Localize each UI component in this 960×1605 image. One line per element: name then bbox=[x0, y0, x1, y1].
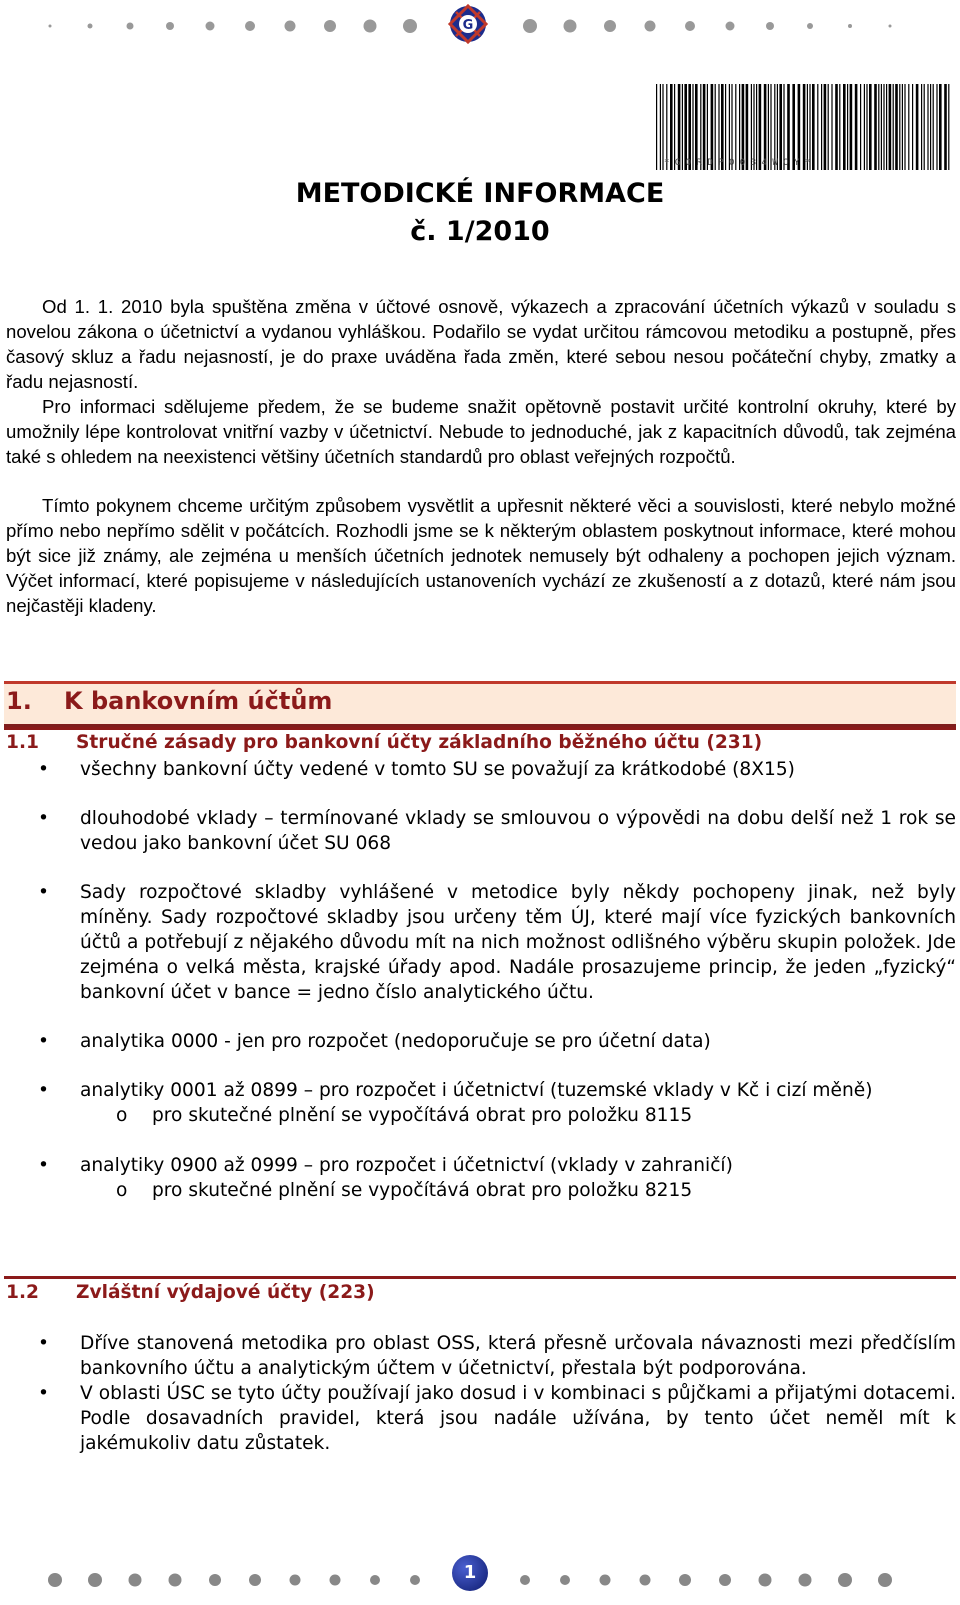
list-item: • analytiky 0900 až 0999 – pro rozpočet i účetnictví (vklady v zahraničí) bbox=[38, 1155, 733, 1176]
bullet-icon: • bbox=[38, 759, 49, 780]
intro-paragraph-2: Pro informaci sdělujeme předem, že se budeme snažit opětovně postavit určité kontrolní okruhy, které by umožnily lépe kontrolovat vnitřní vazby v účetnictví. Nebude to jednoduché, jak z kapacitních důvodů, tak zejména také s ohledem na neexistenci většiny účetních standardů pro oblast veřejných rozpočtů. bbox=[6, 396, 956, 467]
document-number: č. 1/2010 bbox=[410, 216, 550, 247]
subsection-1-2-heading bbox=[6, 1282, 375, 1303]
subsection-rule bbox=[4, 727, 956, 730]
section-number: 1. bbox=[6, 687, 32, 715]
bullet-icon: • bbox=[38, 808, 49, 829]
list-item: • dlouhodobé vklady – termínované vklady se smlouvou o výpovědi na dobu delší než 1 rok se vedou jako bankovní účet SU 068 bbox=[38, 808, 956, 854]
document-title: METODICKÉ INFORMACE bbox=[295, 178, 665, 209]
gordic-logo bbox=[446, 2, 490, 46]
subsection-number: 1.2 bbox=[6, 1282, 39, 1303]
svg-text:G: G bbox=[462, 18, 474, 33]
bullet-icon: • bbox=[38, 882, 49, 903]
list-item: • všechny bankovní účty vedené v tomto SU se považují za krátkodobé (8X15) bbox=[38, 759, 795, 780]
section-1-heading bbox=[6, 687, 332, 715]
list-item: • V oblasti ÚSC se tyto účty používají jako dosud i v kombinaci s půjčkami a přijatými dotacemi. Podle dosavadních pravidel, která jsou nadále užívána, by tento účet neměl mít k jakémukoliv datu zůstatek. bbox=[38, 1383, 956, 1454]
section-title: K bankovním účtům bbox=[64, 687, 333, 715]
intro-paragraph-1: Od 1. 1. 2010 byla spuštěna změna v účtové osnově, výkazech a zpracování účetních výkazů v souladu s novelou zákona o účetnictví a vydanou vyhláškou. Podařilo se vydat určitou rámcovou metodiku a postupně, přes časový skluz a řadu nejasností, je do praxe uváděna řada změn, které sebou nesou počáteční chyby, zmatky a řadu nejasností. bbox=[6, 296, 956, 392]
intro-paragraph-3: Tímto pokynem chceme určitým způsobem vysvětlit a upřesnit některé věci a souvislosti, které nebylo možné přímo nebo nepřímo sdělit v počátcích. Rozhodli jsme se k některým oblastem poskytnout informace, které mohou být sice již známy, ale zejména u menších účetních jednotek nemusely být odhaleny a pochopen jejich význam. Výčet informací, které popisujeme v následujících ustanoveních vychází ze zkušeností a z dotazů, které nám jsou nejčastěji kladeny. bbox=[6, 495, 956, 616]
page-number: 1 bbox=[452, 1555, 488, 1591]
bullet-icon: • bbox=[38, 1333, 49, 1354]
sub-list-item: o pro skutečné plnění se vypočítává obrat pro položku 8215 bbox=[116, 1180, 693, 1201]
list-item: • Dříve stanovená metodika pro oblast OSS, která přesně určovala návaznosti mezi předčíslím bankovního účtu a analytickým účtem v účetnictví, přestala být podporována. bbox=[38, 1333, 956, 1379]
bullet-icon: • bbox=[38, 1383, 49, 1404]
subsection-rule bbox=[4, 1276, 956, 1279]
list-item: • analytika 0000 - jen pro rozpočet (nedoporučuje se pro účetní data) bbox=[38, 1031, 711, 1052]
bullet-icon: • bbox=[38, 1031, 49, 1052]
sub-list-item: o pro skutečné plnění se vypočítává obrat pro položku 8115 bbox=[116, 1105, 693, 1126]
subsection-1-1-heading bbox=[6, 732, 762, 753]
sub-bullet-icon: o bbox=[116, 1180, 128, 1201]
list-item: • Sady rozpočtové skladby vyhlášené v metodice byly někdy pochopeny jinak, než byly míněny. Sady rozpočtové skladby jsou určeny těm ÚJ, které mají více fyzických bankovních účtů a potřebují z nějakého důvodu mít na nich možnost odlišného výběru skupin položek. Jde zejména o velká města, krajské úřady apod. Nadále prosazujeme princip, že jeden „fyzický“ bankovní účet v bance = jedno číslo analytického účtu. bbox=[38, 882, 956, 1003]
list-item: • analytiky 0001 až 0899 – pro rozpočet i účetnictví (tuzemské vklady v Kč i cizí měně) bbox=[38, 1080, 873, 1101]
subsection-title: Stručné zásady pro bankovní účty základního běžného účtu (231) bbox=[76, 732, 763, 753]
bullet-icon: • bbox=[38, 1080, 49, 1101]
bullet-icon: • bbox=[38, 1155, 49, 1176]
subsection-number: 1.1 bbox=[6, 732, 39, 753]
sub-bullet-icon: o bbox=[116, 1105, 128, 1126]
barcode-text: * G O R D P 0 0 3 4 W O Y * bbox=[664, 158, 811, 168]
subsection-title: Zvláštní výdajové účty (223) bbox=[76, 1282, 375, 1303]
